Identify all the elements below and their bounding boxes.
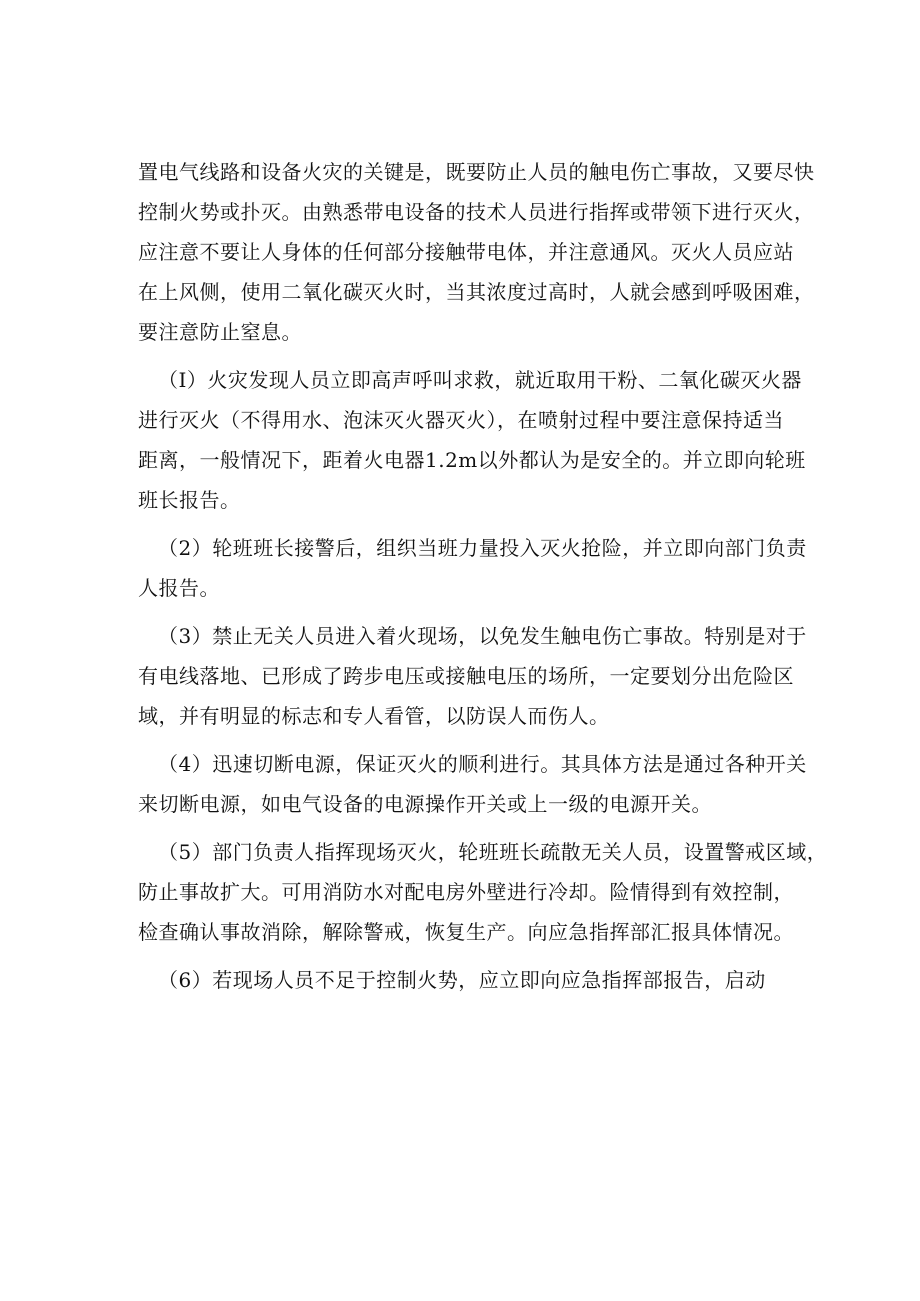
text-line: （2）轮班班长接警后，组织当班力量投入灭火抢险，并立即向部门负责 — [158, 536, 807, 560]
document-body — [138, 152, 828, 1000]
paragraph-step-3 — [138, 616, 807, 736]
text-line: （3）禁止无关人员进入着火现场，以免发生触电伤亡事故。特别是对于 — [158, 624, 807, 648]
text-line: 域，并有明显的标志和专人看管，以防误人而伤人。 — [138, 704, 610, 728]
paragraph-step-4 — [138, 744, 807, 824]
text-line: 距离，一般情况下，距着火电器1.2m以外都认为是安全的。并立即向轮班 — [138, 448, 806, 472]
paragraph-electrical-fire-intro — [138, 152, 815, 352]
paragraph-step-5 — [138, 832, 828, 952]
text-line: （4）迅速切断电源，保证灭火的顺利进行。其具体方法是通过各种开关 — [158, 752, 807, 776]
text-line: 要注意防止窒息。 — [138, 320, 302, 344]
text-line: 防止事故扩大。可用消防水对配电房外壁进行冷却。险情得到有效控制， — [138, 880, 794, 904]
paragraph-step-6 — [138, 960, 788, 1000]
text-line: 控制火势或扑灭。由熟悉带电设备的技术人员进行指挥或带领下进行灭火， — [138, 200, 815, 224]
paragraph-step-2 — [138, 528, 807, 608]
text-line: 应注意不要让人身体的任何部分接触带电体，并注意通风。灭火人员应站 — [138, 240, 794, 264]
text-line: 检查确认事故消除，解除警戒，恢复生产。向应急指挥部汇报具体情况。 — [138, 920, 794, 944]
text-line: 有电线落地、已形成了跨步电压或接触电压的场所，一定要划分出危险区 — [138, 664, 794, 688]
text-line: （6）若现场人员不足于控制火势，应立即向应急指挥部报告，启动 — [158, 968, 766, 992]
text-line: 置电气线路和设备火灾的关键是，既要防止人员的触电伤亡事故，又要尽快 — [138, 160, 815, 184]
text-line: 人报告。 — [138, 576, 220, 600]
text-line: （5）部门负责人指挥现场灭火，轮班班长疏散无关人员，设置警戒区域， — [158, 840, 828, 864]
paragraph-step-1 — [138, 360, 806, 520]
text-line: 班长报告。 — [138, 488, 241, 512]
text-line: 在上风侧，使用二氧化碳灭火时，当其浓度过高时，人就会感到呼吸困难， — [138, 280, 815, 304]
text-line: （I）火灾发现人员立即高声呼叫求救，就近取用干粉、二氧化碳灭火器 — [158, 368, 802, 392]
text-line: 进行灭火（不得用水、泡沫灭火器灭火），在喷射过程中要注意保持适当 — [138, 408, 784, 432]
text-line: 来切断电源，如电气设备的电源操作开关或上一级的电源开关。 — [138, 792, 712, 816]
